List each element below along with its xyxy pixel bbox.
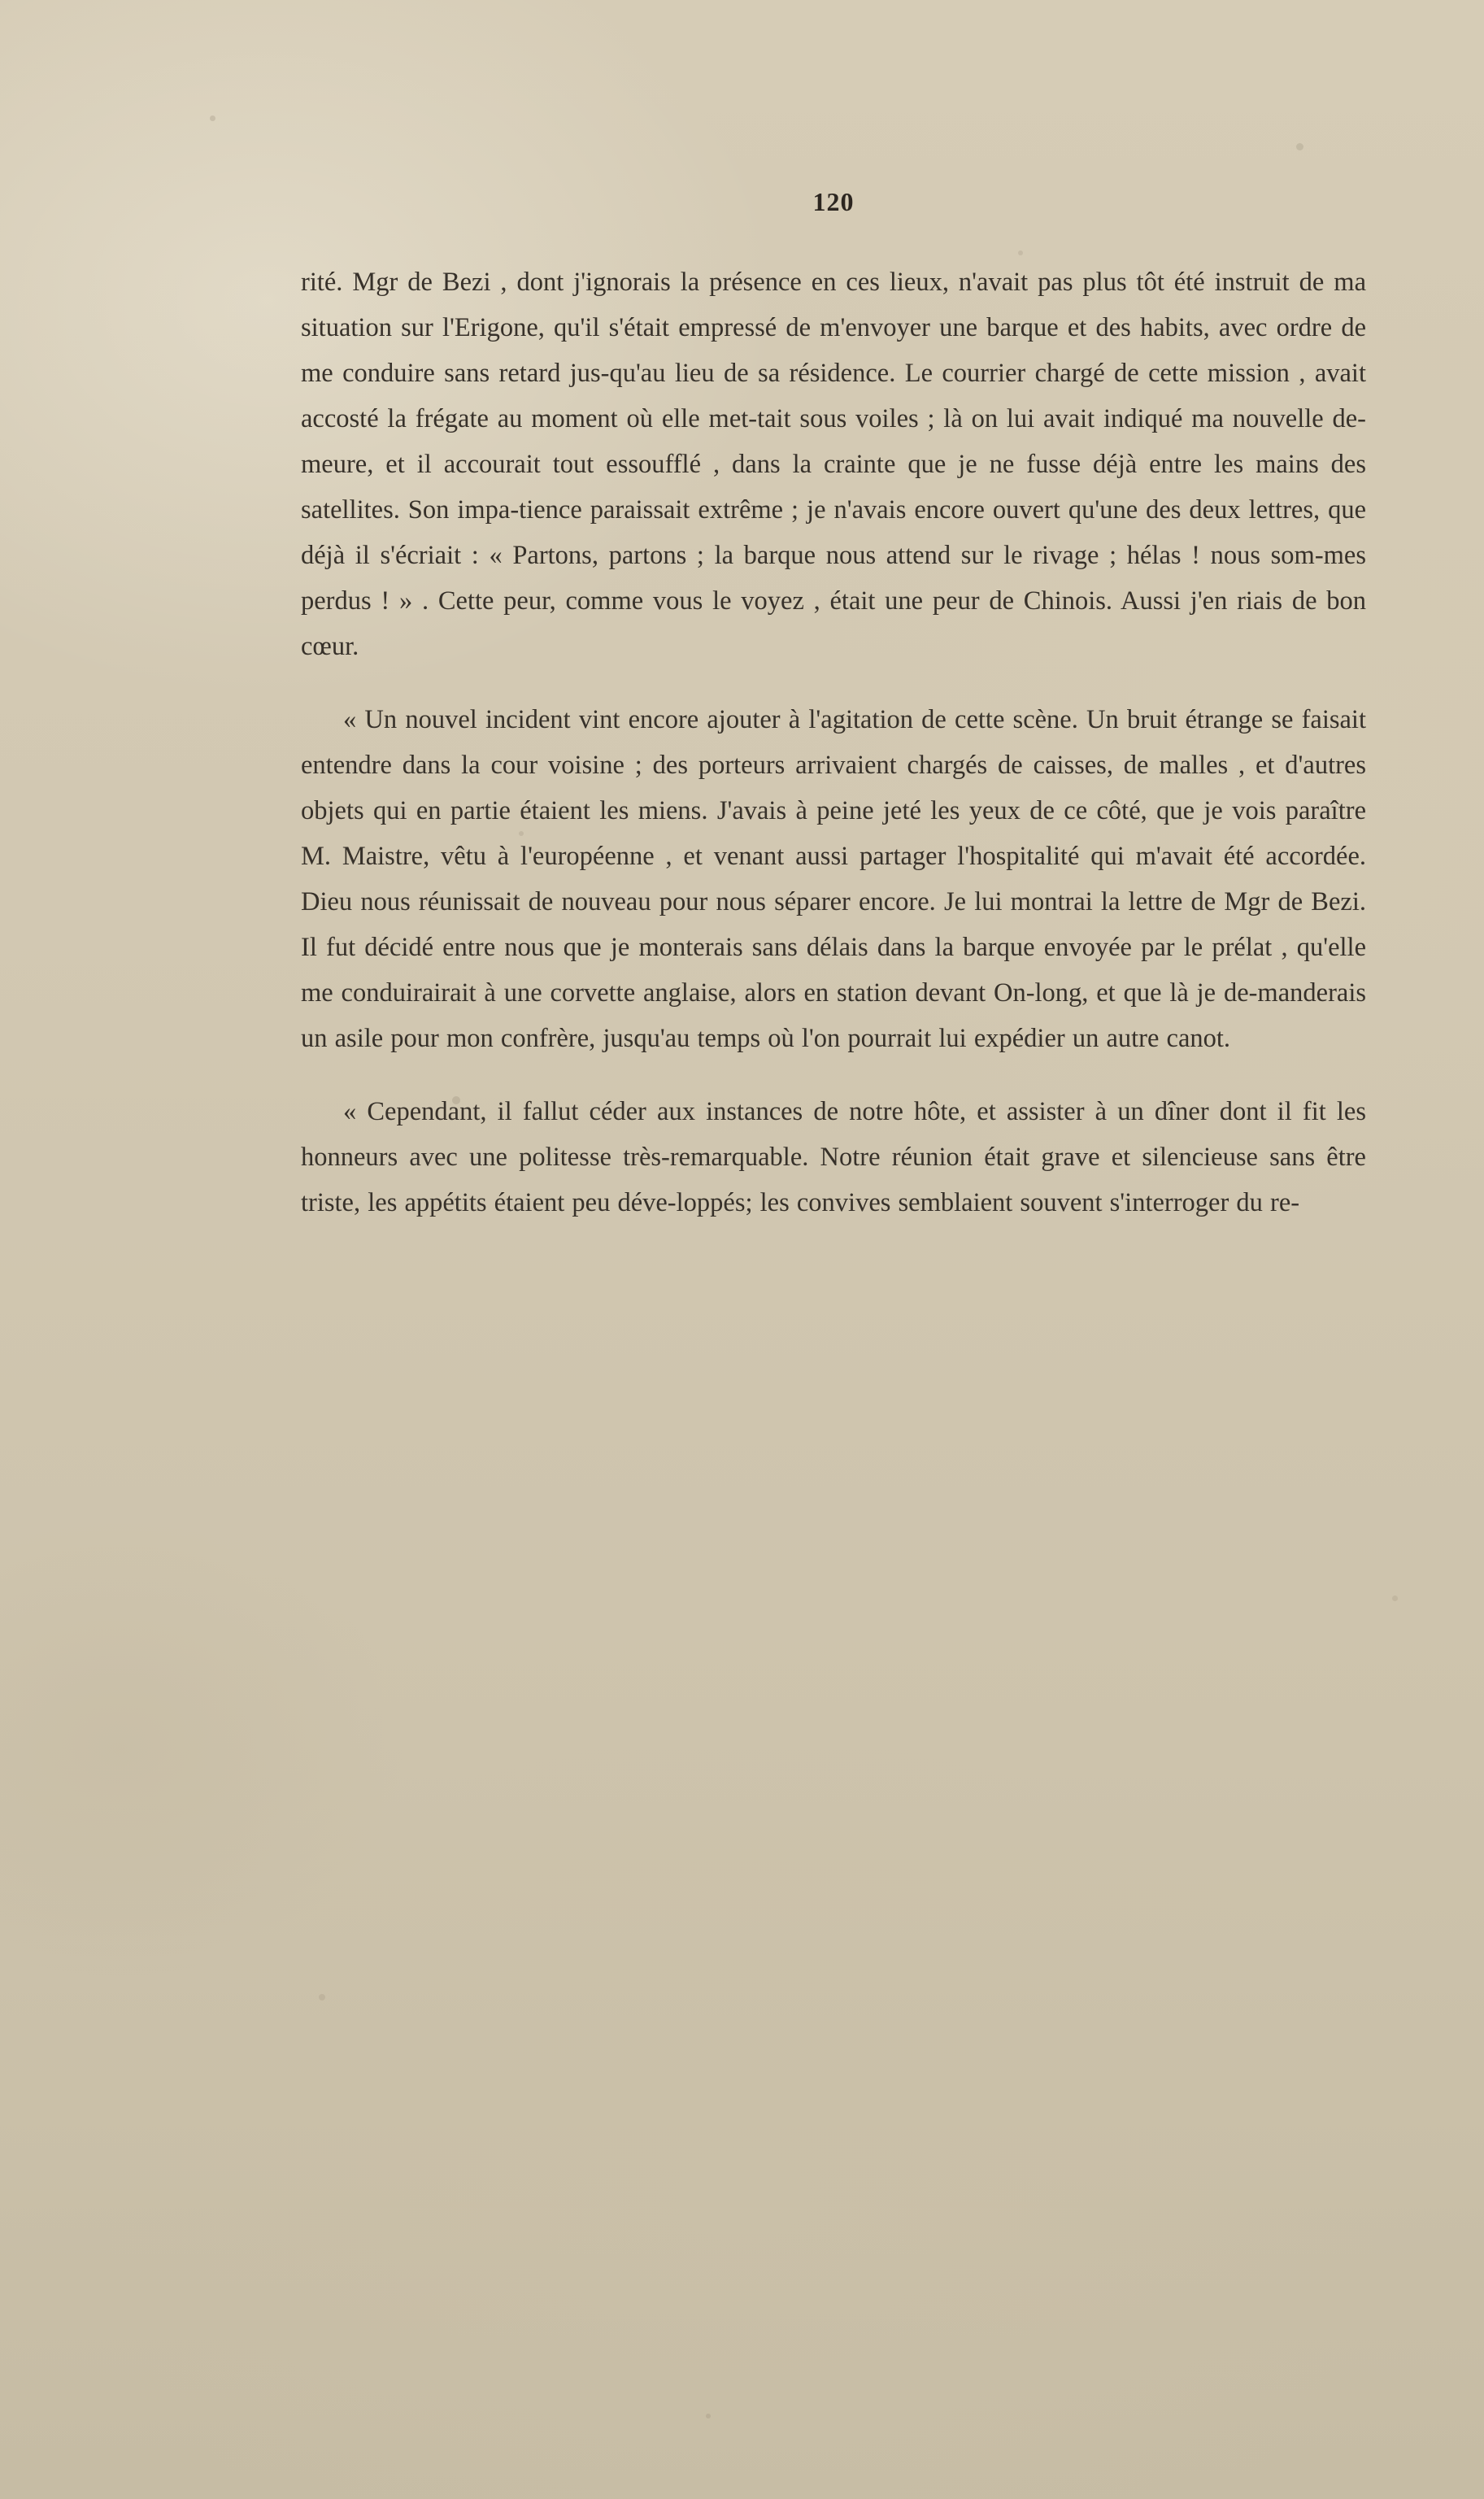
paragraph-body: rité. Mgr de Bezi , dont j'ignorais la présence en ces lieux, n'avait pas plus tôt été instruit de ma situation sur l'Erigone, qu'il s'était empressé de m'envoyer une barque et des habits, avec ordre de me conduire sans retard jus-qu'au lieu de sa résidence. Le courrier chargé de cette mission , avait accosté la frégate au moment où elle met-tait sous voiles ; là on lui avait indiqué ma nouvelle de-meure, et il accourait tout essoufflé , dans la crainte que je ne fusse déjà entre les mains des satellites. Son impa-tience paraissait extrême ; je n'avais encore ouvert qu'une des deux lettres, que déjà il s'écriait : « Partons, partons ; la barque nous attend sur le rivage ; hélas ! nous som-mes perdus ! » . Cette peur, comme vous le voyez , était une peur de Chinois. Aussi j'en riais de bon cœur. (301, 268, 1366, 661)
paragraph-body: « Cependant, il fallut céder aux instances de notre hôte, et assister à un dîner dont il fit les honneurs avec une politesse très-remarquable. Notre réunion était grave et silencieuse sans être triste, les appétits étaient peu déve-loppés; les convives semblaient souvent s'interroger du re- (301, 1097, 1366, 1217)
page-number: 120 (812, 187, 855, 216)
paper-speck (706, 2414, 711, 2418)
paper-speck (319, 1994, 325, 2001)
text-column (301, 187, 1366, 1253)
paper-speck (1392, 1596, 1398, 1601)
paragraph-body: « Un nouvel incident vint encore ajouter à l'agitation de cette scène. Un bruit étrange se faisait entendre dans la cour voisine ; des porteurs arrivaient chargés de caisses, de malles , et d'autres objets qui en partie étaient les miens. J'avais à peine jeté les yeux de ce côté, que je vois paraître M. Maistre, vêtu à l'européenne , et venant aussi partager l'hospitalité qui m'avait été accordée. Dieu nous réunissait de nouveau pour nous séparer encore. Je lui montrai la lettre de Mgr de Bezi. Il fut décidé entre nous que je monterais sans délais dans la barque envoyée par le prélat , qu'elle me conduirairait à une corvette anglaise, alors en station devant On-long, et que là je de-manderais un asile pour mon confrère, jusqu'au temps où l'on pourrait lui expédier un autre canot. (301, 705, 1366, 1053)
paper-speck (1296, 143, 1303, 150)
paper-speck (210, 115, 215, 121)
